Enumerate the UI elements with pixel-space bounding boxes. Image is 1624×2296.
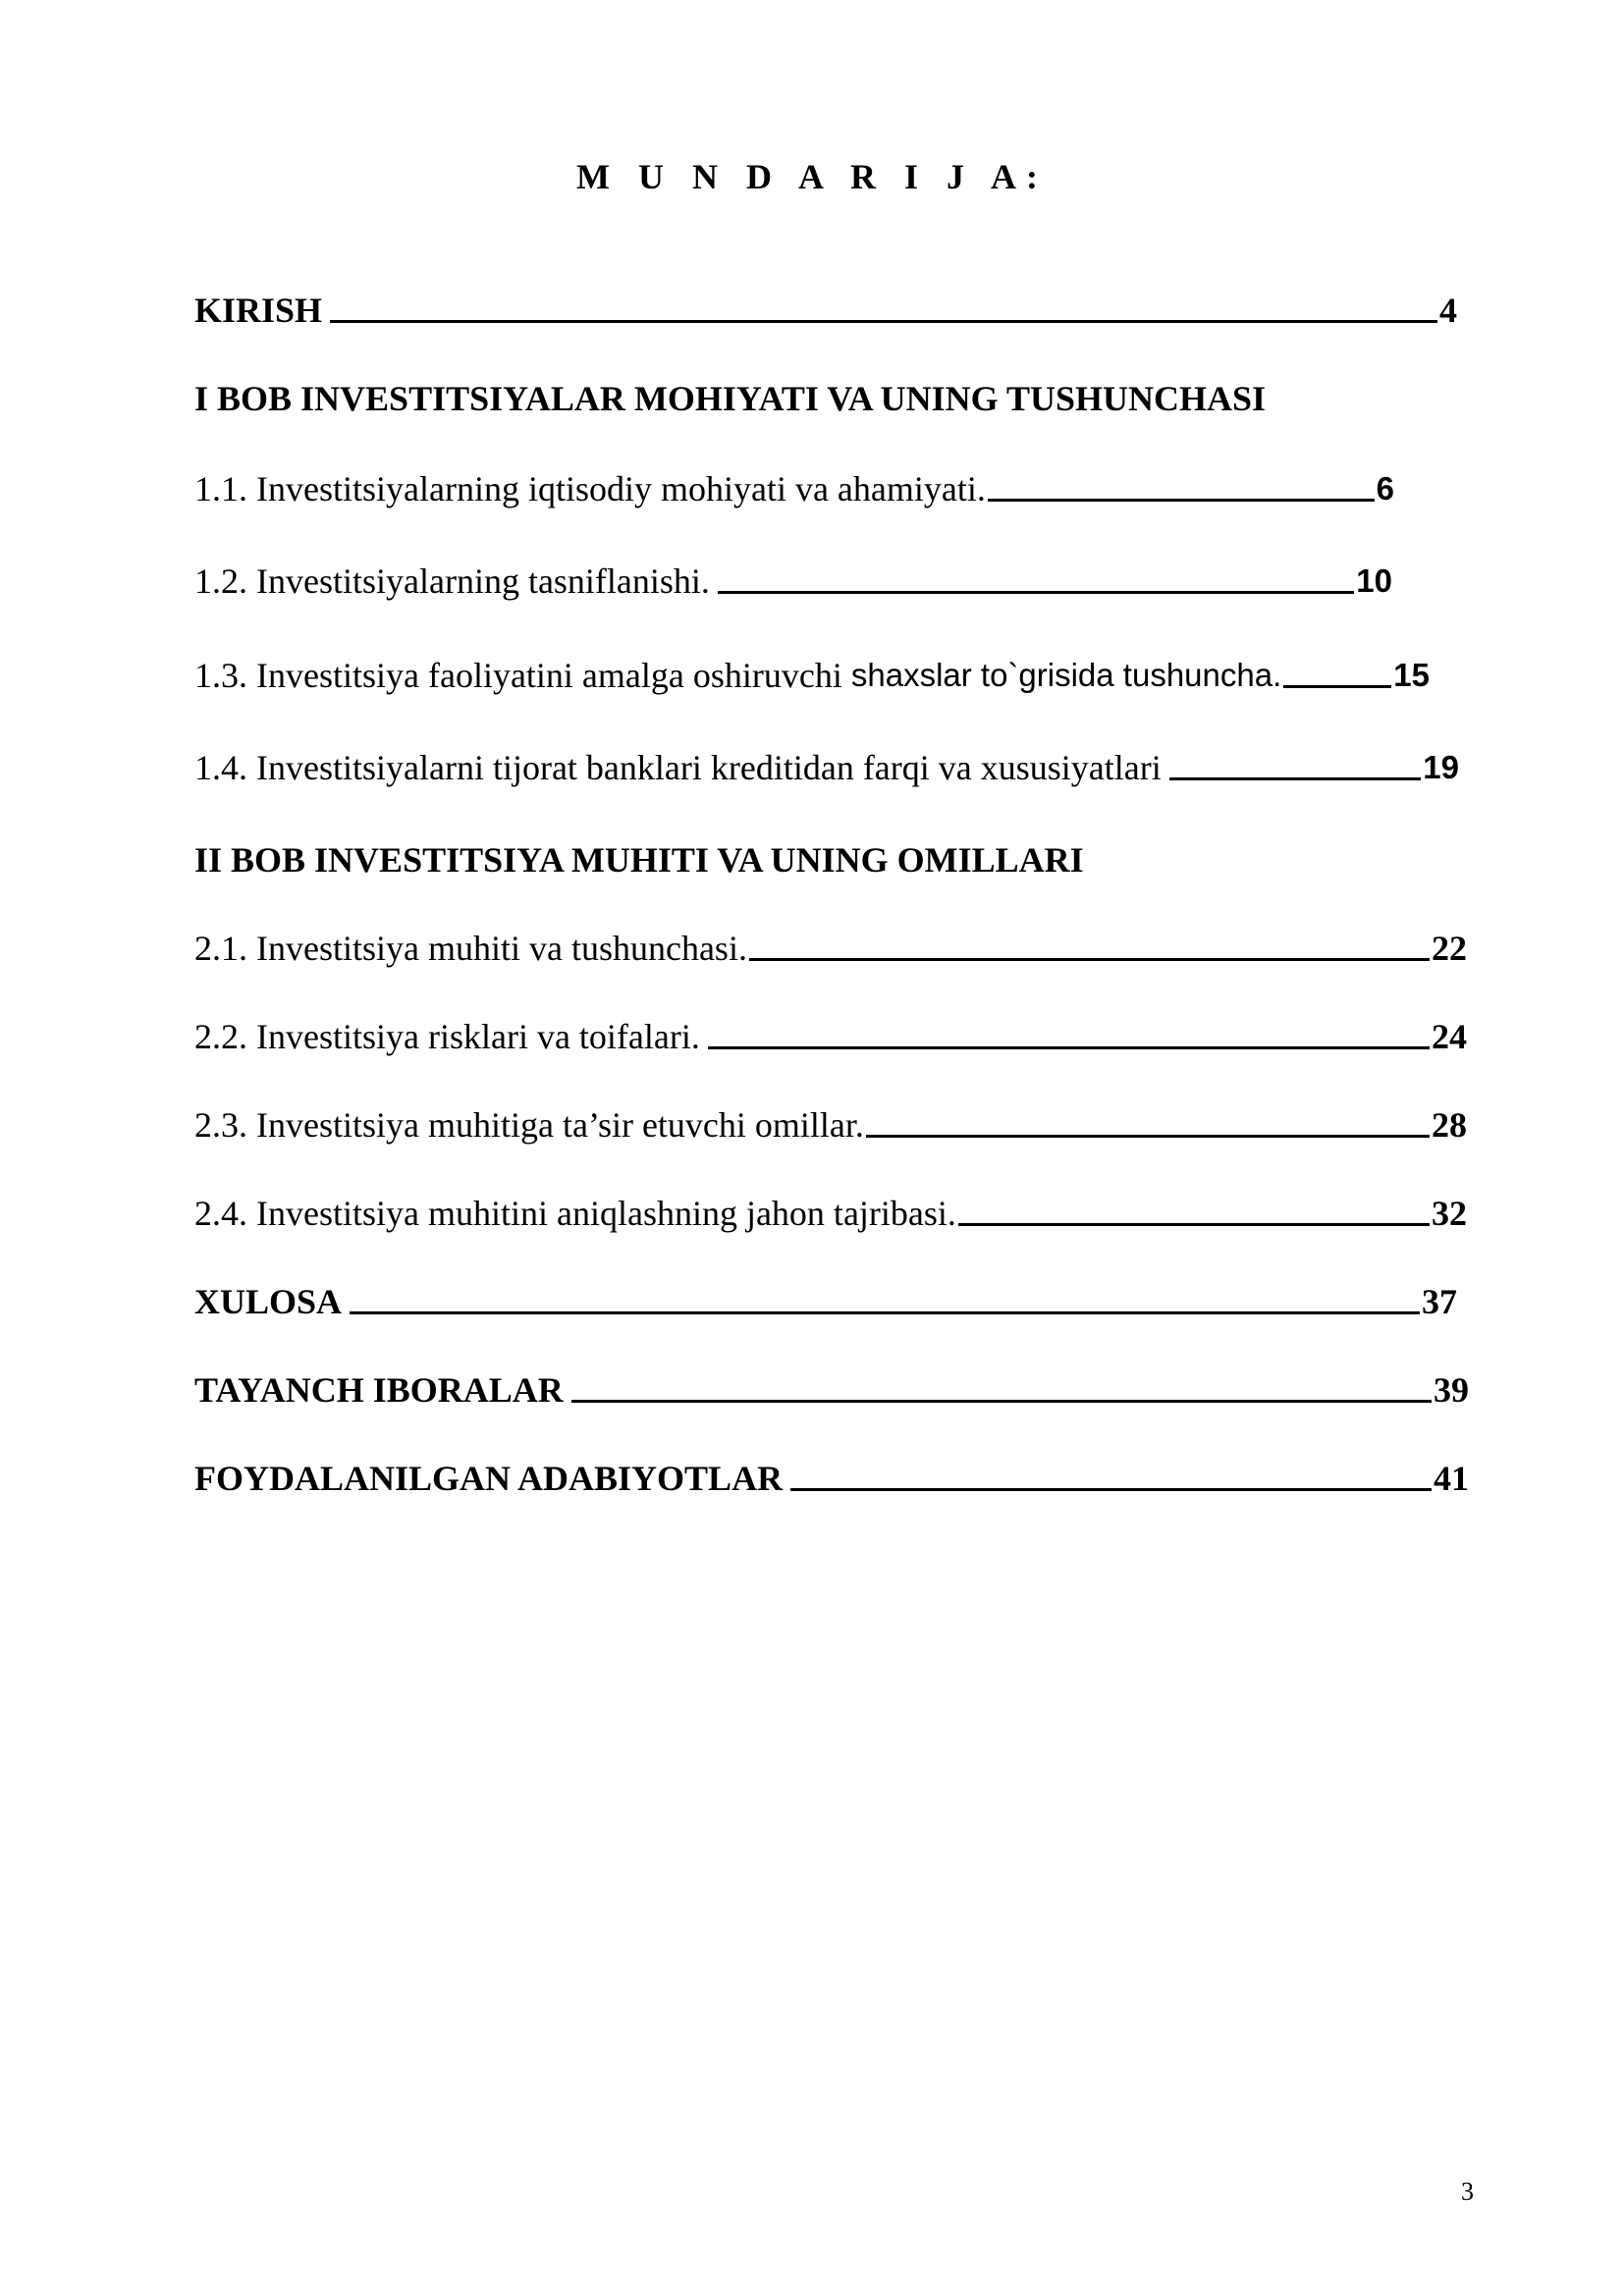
chapter-heading-1: I BOB INVESTITSIYALAR MOHIYATI VA UNING TUSHUNCHASI	[194, 379, 1267, 418]
toc-entry-title: 1.4. Investitsiyalarni tijorat banklari kreditidan farqi va xususiyatlari	[194, 748, 1162, 787]
toc-entry-title: KIRISH	[194, 291, 323, 330]
toc-entry-title: 1.1. Investitsiyalarning iqtisodiy mohiyati va ahamiyati.	[194, 469, 986, 508]
toc-entry-1-4[interactable]	[194, 744, 1459, 791]
toc-entry-page: 41	[1434, 1459, 1469, 1498]
toc-entry-2-3[interactable]	[194, 1101, 1467, 1148]
dot-leader	[749, 958, 1430, 961]
toc-entry-2-1[interactable]	[194, 925, 1467, 972]
toc-entry-xulosa[interactable]	[194, 1278, 1457, 1325]
dot-leader	[571, 1400, 1432, 1403]
dot-leader	[988, 499, 1375, 502]
dot-leader	[330, 320, 1437, 323]
toc-entry-page: 32	[1432, 1194, 1467, 1233]
toc-entry-title: 1.2. Investitsiyalarning tasniflanishi.	[194, 561, 710, 601]
toc-entry-page: 37	[1422, 1282, 1457, 1321]
toc-entry-title: FOYDALANILGAN ADABIYOTLAR	[194, 1459, 784, 1498]
toc-entry-page: 19	[1423, 749, 1459, 785]
toc-entry-page: 22	[1432, 929, 1467, 968]
chapter-heading-2: II BOB INVESTITSIYA MUHITI VA UNING OMILLARI	[194, 840, 1084, 880]
page-title: M U N D A R I J A:	[575, 157, 1048, 196]
toc-entry-page: 24	[1432, 1017, 1467, 1056]
toc-entry-title-tail: shaxslar to`grisida tushuncha.	[850, 657, 1282, 693]
toc-entry-title: XULOSA	[194, 1282, 343, 1321]
toc-entry-1-1[interactable]	[194, 465, 1394, 512]
toc-entry-title: 1.3. Investitsiya faoliyatini amalga oshiruvchi	[194, 656, 842, 695]
page-number: 3	[1461, 2177, 1474, 2206]
toc-entry-page: 6	[1376, 470, 1394, 507]
toc-entry-1-2[interactable]	[194, 558, 1392, 605]
toc-entry-kirish[interactable]	[194, 287, 1457, 334]
toc-entry-title: 2.3. Investitsiya muhitiga ta’sir etuvchi omillar.	[194, 1105, 864, 1145]
toc-entry-page: 4	[1439, 291, 1457, 330]
toc-entry-tayanch-iboralar[interactable]	[194, 1366, 1469, 1414]
toc-entry-2-4[interactable]	[194, 1190, 1467, 1237]
toc-entry-title: 2.4. Investitsiya muhitini aniqlashning jahon tajribasi.	[194, 1194, 956, 1233]
dot-leader	[866, 1135, 1430, 1138]
dot-leader	[1169, 777, 1422, 780]
toc-entry-title: TAYANCH IBORALAR	[194, 1370, 564, 1410]
toc-entry-page: 10	[1356, 562, 1392, 599]
toc-entry-2-2[interactable]	[194, 1013, 1467, 1060]
dot-leader	[350, 1311, 1420, 1314]
toc-entry-title: 2.2. Investitsiya risklari va toifalari.	[194, 1017, 700, 1056]
toc-entry-foydalanilgan-adabiyotlar[interactable]	[194, 1455, 1469, 1502]
toc-entry-page: 15	[1393, 657, 1430, 693]
toc-entry-1-3[interactable]	[194, 652, 1430, 699]
dot-leader	[790, 1488, 1432, 1491]
toc-entry-page: 28	[1432, 1105, 1467, 1145]
table-of-contents	[194, 0, 1471, 2296]
dot-leader	[1283, 685, 1391, 688]
toc-entry-title: 2.1. Investitsiya muhiti va tushunchasi.	[194, 929, 747, 968]
dot-leader	[708, 1046, 1430, 1049]
dot-leader	[958, 1223, 1430, 1226]
dot-leader	[718, 591, 1354, 594]
toc-entry-page: 39	[1434, 1370, 1469, 1410]
